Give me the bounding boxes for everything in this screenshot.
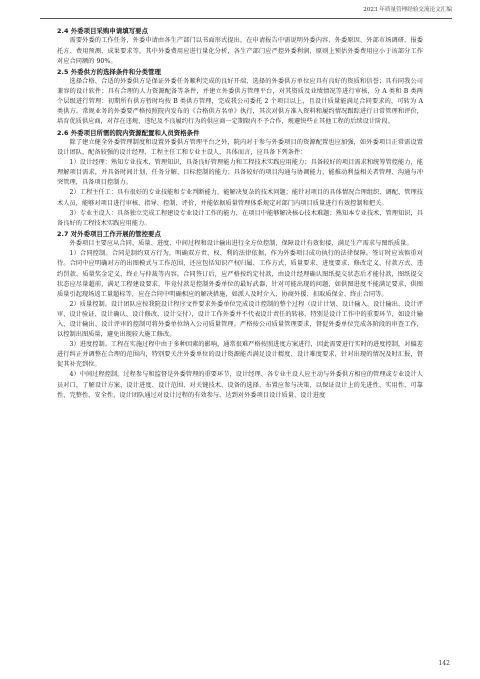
page-number: 142 xyxy=(438,660,450,667)
paragraph: 2）质量控制。设计团队应按我院设计程序文件要求外委单位完成设计控制的整个过程（设计计划、设计输入、设计输出、设计评审、设计验证、设计确认、设计修改、设计交付），设计工作外委并不代表设计责任的转移，特别是设计工作中的重要环节，如设计输入、设计输出、设计评审的控制可将外委单位纳入公司质量管理。严格按公司质量管理要求，督促外委单位完成各阶段的审查工作，以控制出图质量，避免出现较大施工修改。 xyxy=(57,300,423,339)
paragraph: 除了建立健全外委管理制度和设置外委供方管理平台之外，院内对于参与外委项目的资源配置也应加强，如外委项目正常需设置设计团队，配备较强的设计经理、工程主任工和专业主设人，具体而言，应具备下列条件： xyxy=(57,138,423,157)
document-body xyxy=(57,26,423,401)
paragraph: 1）设计经理：熟知专业技术、管理知识，具备良好管理能力和工程技术实践应用能力；具备较好的项目需求和统筹管控能力，能理解项目需求，并具备时间计划、任务分解、目标控制的能力；具备较好的项目沟通与协调能力，能推动利益相关者管理、沟通与冲突管理，具备项目控制力。 xyxy=(57,159,423,187)
page-header xyxy=(40,4,452,19)
section-heading: 2.6 外委项目所需的院内资源配置和人员资格条件 xyxy=(57,128,200,137)
paragraph: 外委项目主要应从合同、质量、进度、中间过程和设计输出进行全方位控制，保障设计有效衔接，满足生产需求与图纸质量。 xyxy=(69,240,413,248)
paragraph: 1）合同控制。合同是制约双方行为，明确双方责、权、利的法律依据，作为外委项目成功执行的法律保障。签订时应该慎重对待。合同中应明确对方的出图模式与工作范围，还应包括知识产权归属、工作方式、质量要求、进度要求、修改定义、付款方式、违约罚款、质量奖金定义、终止与仲裁等内容。合同签订后，应严格按约定付款，由设计经理确认图纸提交状态后才能付款，图纸提交状态应尽量超前，满足工程建设要求，毕竟付款是控制外委单位的最好武器，针对可能出现的问题，如供图进度不能满足要求、供图质量引起现场返工量超标等，应在合同中明确相应的解决措施，如派人及时介入、协商外援、扣取质保金、终止合同等。 xyxy=(57,250,423,298)
header-title: 2023 年质量管理经验交流论文汇编 xyxy=(363,7,452,13)
section-heading: 2.7 对外委项目工作开展的管控要点 xyxy=(57,229,161,238)
section-heading: 2.4 外委项目采购申请填写要点 xyxy=(57,27,149,35)
paragraph: 2）工程主任工：具有很好的专业技能和专业判断能力，能解决复杂的技术问题；能针对项目的具体情况合理组织、调配、管理技术人员，能够对项目进行审核、指导、控制、评价，并能依据质量管理体系规定对部门内项目质量进行有效控制和把关。 xyxy=(57,189,423,207)
paragraph: 需要外委的工作任务，外委申请由各生产部门以书面形式提出，在申请报告中需说明外委内容、外委原因、外部市场调研、报委托方、费用预测、成果要求等。其中外委费用应进行量化分析，各生产部门应严控外委利润，原则上预估外委费用应小于该部分工作对应合同额的 90%。 xyxy=(57,37,423,65)
paragraph: 4）中间过程控制。过程参与和监督是外委管理的重要环节，设计经理、各专业主设人应主动与外委供方相应的管理或专业设计人员对口，了解设计方案、设计进度、设计范围、对关键技术、设备的选择、布置应参与决策，以保证设计上的先进性、实用性、可靠性、完整性、安全性，设计团队通过对设计过程的有效参与，达到对外委项目设计质量、设计进度 xyxy=(57,371,423,399)
paragraph: 选择合格、合适的外委供方是保证外委任务顺利完成的良好开端，选择的外委供方单位应具有良好的资质和信誉；具有同我公司兼容的设计软件；具有合理的人力资源配备等条件，并建立外委供方管理平台，对其资质及业绩情况等进行审核，分 A 类和 B 类两个层级进行管理：初期所有供方暂时均按 B 类供方管理，完成我公司委托 2 个项目以上，且设计质量能满足合同要求的，可转为 A 类供方。常规业务的外委要严格按照院内发布的《合格供方名单》执行，其次对供方准入资料和履约情况跟踪进行日常管理和评价，培育优质供应商，对存在违规、违纪及不良履约行为的供应商一定期限内不予合作，规避快些止其他工程的后续设计阶段。 xyxy=(57,78,423,126)
paragraph: 3）进度控制。工程在实施过程中由于多种因素的影响，通常很难严格按照进度方案进行，因此需要进行实时的进度控制，对偏差进行纠正并调整在合理的范围内，特别要关注外委单位的设计资源能否满足设计精度、设计难度要求，针对出现的情况及时汇报，督促其补充到位。 xyxy=(57,341,423,369)
section-heading: 2.5 外委供方的选择条件和分类管理 xyxy=(57,67,161,76)
paragraph: 3）专业主设人：具备独立完成工程建设专业设计工作的能力，在项目中能够解决核心技术难题；熟知本专业技术、管理知识，具备良好的工程技术实践应用能力。 xyxy=(57,209,423,227)
